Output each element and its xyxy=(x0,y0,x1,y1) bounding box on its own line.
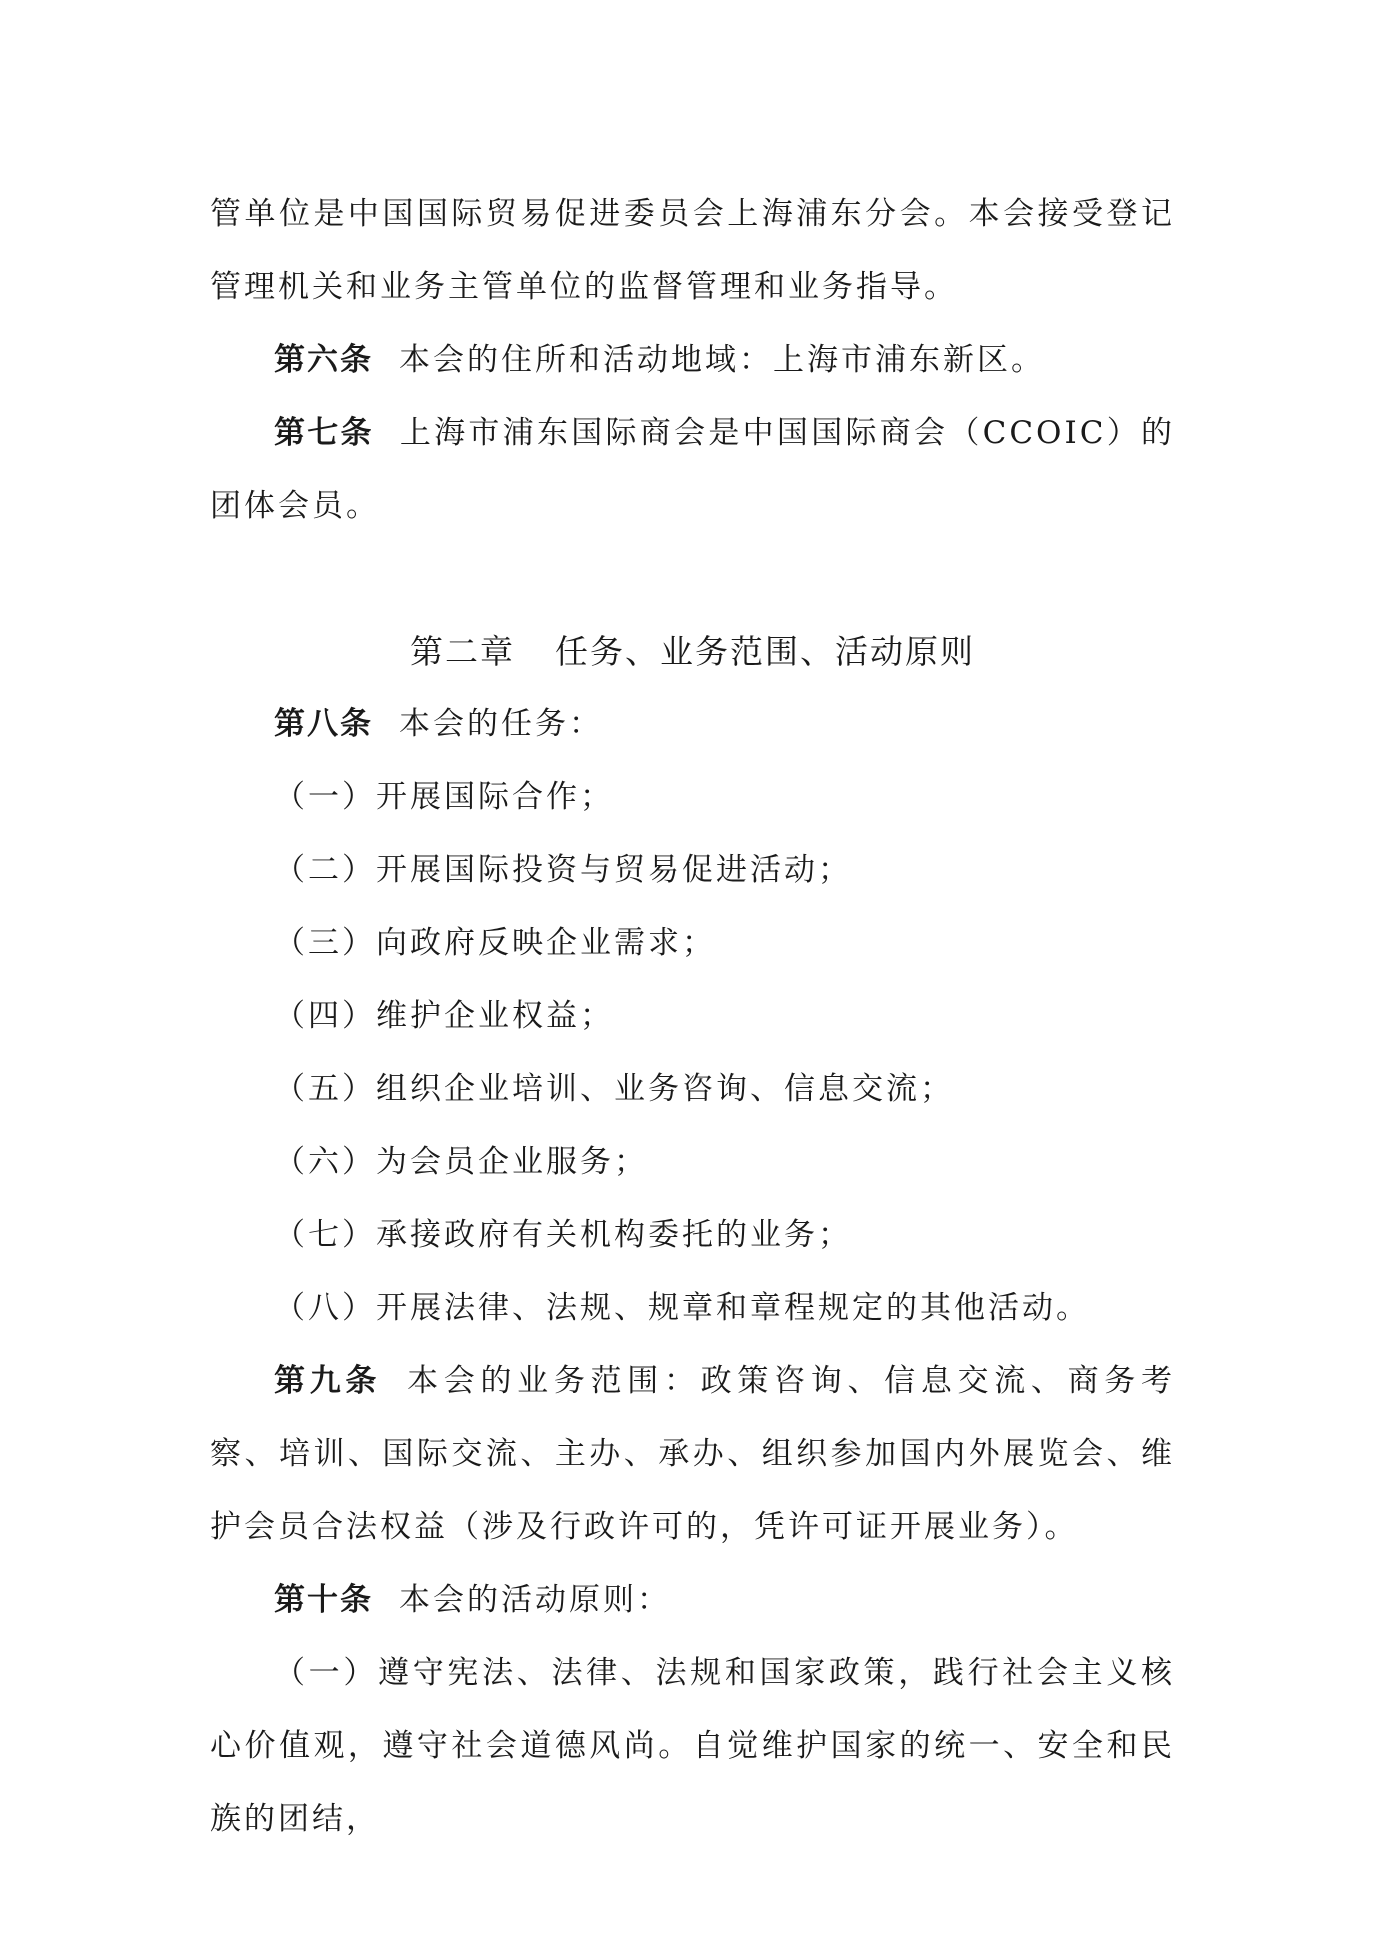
article-8-item: （一）开展国际合作； xyxy=(274,779,614,815)
document-page xyxy=(210,178,1175,1856)
article-10-label: 第十条 xyxy=(274,1582,373,1618)
paragraph-continuation: 管单位是中国国际贸易促进委员会上海浦东分会。本会接受登记管理机关和业务主管单位的监督管理和业务指导。 xyxy=(210,196,1175,305)
article-7-text: 上海市浦东国际商会是中国国际商会（CCOIC）的团体会员。 xyxy=(210,415,1175,524)
article-9-label: 第九条 xyxy=(274,1363,382,1399)
article-7-label: 第七条 xyxy=(274,415,374,451)
article-8-item: （四）维护企业权益； xyxy=(274,998,614,1034)
article-6 xyxy=(210,324,1175,397)
article-8 xyxy=(210,688,1175,761)
article-8-item: （三）向政府反映企业需求； xyxy=(274,925,716,961)
chapter-title: 任务、业务范围、活动原则 xyxy=(555,632,975,671)
article-10-text: 本会的活动原则： xyxy=(399,1582,671,1618)
article-6-text: 本会的住所和活动地域：上海市浦东新区。 xyxy=(399,342,1045,378)
article-8-text: 本会的任务： xyxy=(399,706,603,742)
article-8-item: （二）开展国际投资与贸易促进活动； xyxy=(274,852,852,888)
article-8-item: （八）开展法律、法规、规章和章程规定的其他活动。 xyxy=(274,1290,1090,1326)
article-8-item: （六）为会员企业服务； xyxy=(274,1144,648,1180)
article-10-item: （一）遵守宪法、法律、法规和国家政策，践行社会主义核心价值观，遵守社会道德风尚。自觉维护国家的统一、安全和民族的团结， xyxy=(210,1655,1175,1837)
chapter-heading xyxy=(210,615,1175,688)
chapter-number: 第二章 xyxy=(410,632,515,671)
article-8-item: （五）组织企业培训、业务咨询、信息交流； xyxy=(274,1071,954,1107)
article-7 xyxy=(210,397,1175,543)
article-8-item: （七）承接政府有关机构委托的业务； xyxy=(274,1217,852,1253)
article-8-label: 第八条 xyxy=(274,706,373,742)
article-10 xyxy=(210,1564,1175,1637)
article-9 xyxy=(210,1345,1175,1564)
article-6-label: 第六条 xyxy=(274,342,373,378)
article-9-text: 本会的业务范围：政策咨询、信息交流、商务考察、培训、国际交流、主办、承办、组织参加国内外展览会、维护会员合法权益（涉及行政许可的，凭许可证开展业务）。 xyxy=(210,1363,1176,1545)
